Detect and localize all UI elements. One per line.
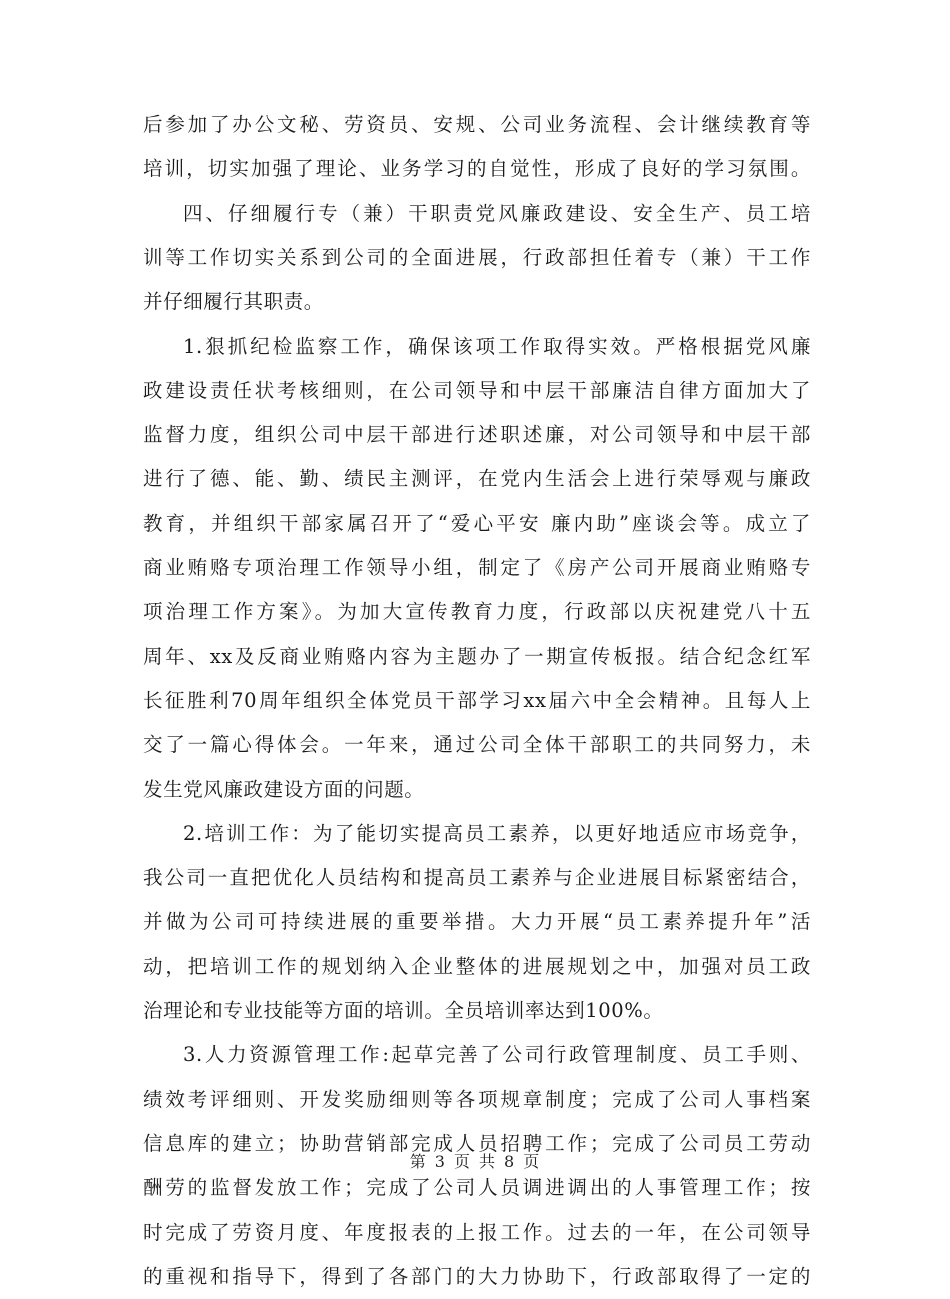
footer-total-pages: 8	[504, 1152, 516, 1171]
page-footer	[0, 1149, 950, 1172]
text-line: 时完成了劳资月度、年度报表的上报工作。过去的一年，在公司领导	[143, 1221, 811, 1244]
text-line: 发生党风廉政建设方面的问题。	[143, 778, 425, 801]
text-line: 的重视和指导下，得到了各部门的大力协助下，行政部取得了一定的	[143, 1265, 811, 1288]
text-line: 治理论和专业技能等方面的培训。全员培训率达到100%。	[143, 999, 664, 1022]
text-line: 项治理工作方案》。为加大宣传教育力度，行政部以庆祝建党八十五	[143, 600, 811, 623]
text-line: 进行了德、能、勤、绩民主测评，在党内生活会上进行荣辱观与廉政	[143, 467, 811, 490]
footer-current-page: 3	[434, 1152, 446, 1171]
text-line: 交了一篇心得体会。一年来，通过公司全体干部职工的共同努力，未	[143, 733, 811, 756]
footer-prefix: 第	[409, 1152, 427, 1171]
text-line: 动，把培训工作的规划纳入企业整体的进展规划之中，加强对员工政	[143, 955, 811, 978]
text-line: 信息库的建立；协助营销部完成人员招聘工作；完成了公司员工劳动	[143, 1132, 811, 1155]
text-line: 后参加了办公文秘、劳资员、安规、公司业务流程、会计继续教育等	[143, 113, 811, 136]
footer-page-unit: 页	[453, 1152, 471, 1171]
text-line: 1.狠抓纪检监察工作，确保该项工作取得实效。严格根据党风廉	[183, 335, 811, 358]
footer-suffix: 页	[523, 1152, 541, 1171]
text-line: 监督力度，组织公司中层干部进行述职述廉，对公司领导和中层干部	[143, 423, 811, 446]
text-line: 2.培训工作：为了能切实提高员工素养，以更好地适应市场竞争，	[183, 822, 811, 845]
text-line: 训等工作切实关系到公司的全面进展，行政部担任着专（兼）干工作	[143, 246, 811, 269]
text-line: 四、仔细履行专（兼）干职责党风廉政建设、安全生产、员工培	[183, 202, 811, 225]
text-line: 我公司一直把优化人员结构和提高员工素养与企业进展目标紧密结合，	[143, 866, 811, 889]
text-line: 3.人力资源管理工作:起草完善了公司行政管理制度、员工手则、	[183, 1043, 811, 1066]
text-line: 周年、xx及反商业贿赂内容为主题办了一期宣传板报。结合纪念红军	[143, 645, 811, 668]
text-line: 政建设责任状考核细则，在公司领导和中层干部廉洁自律方面加大了	[143, 379, 811, 402]
text-line: 商业贿赂专项治理工作领导小组，制定了《房产公司开展商业贿赂专	[143, 556, 811, 579]
footer-middle: 共	[479, 1152, 497, 1171]
text-line: 绩效考评细则、开发奖励细则等各项规章制度；完成了公司人事档案	[143, 1088, 811, 1111]
text-line: 并做为公司可持续进展的重要举措。大力开展“员工素养提升年”活	[143, 910, 811, 933]
text-line: 酬劳的监督发放工作；完成了公司人员调进调出的人事管理工作；按	[143, 1176, 811, 1199]
text-line: 培训，切实加强了理论、业务学习的自觉性，形成了良好的学习氛围。	[143, 157, 811, 180]
text-line: 长征胜利70周年组织全体党员干部学习xx届六中全会精神。且每人上	[143, 689, 811, 712]
text-line: 教育，并组织干部家属召开了“爱心平安 廉内助”座谈会等。成立了	[143, 512, 811, 535]
text-line: 并仔细履行其职责。	[143, 290, 324, 313]
